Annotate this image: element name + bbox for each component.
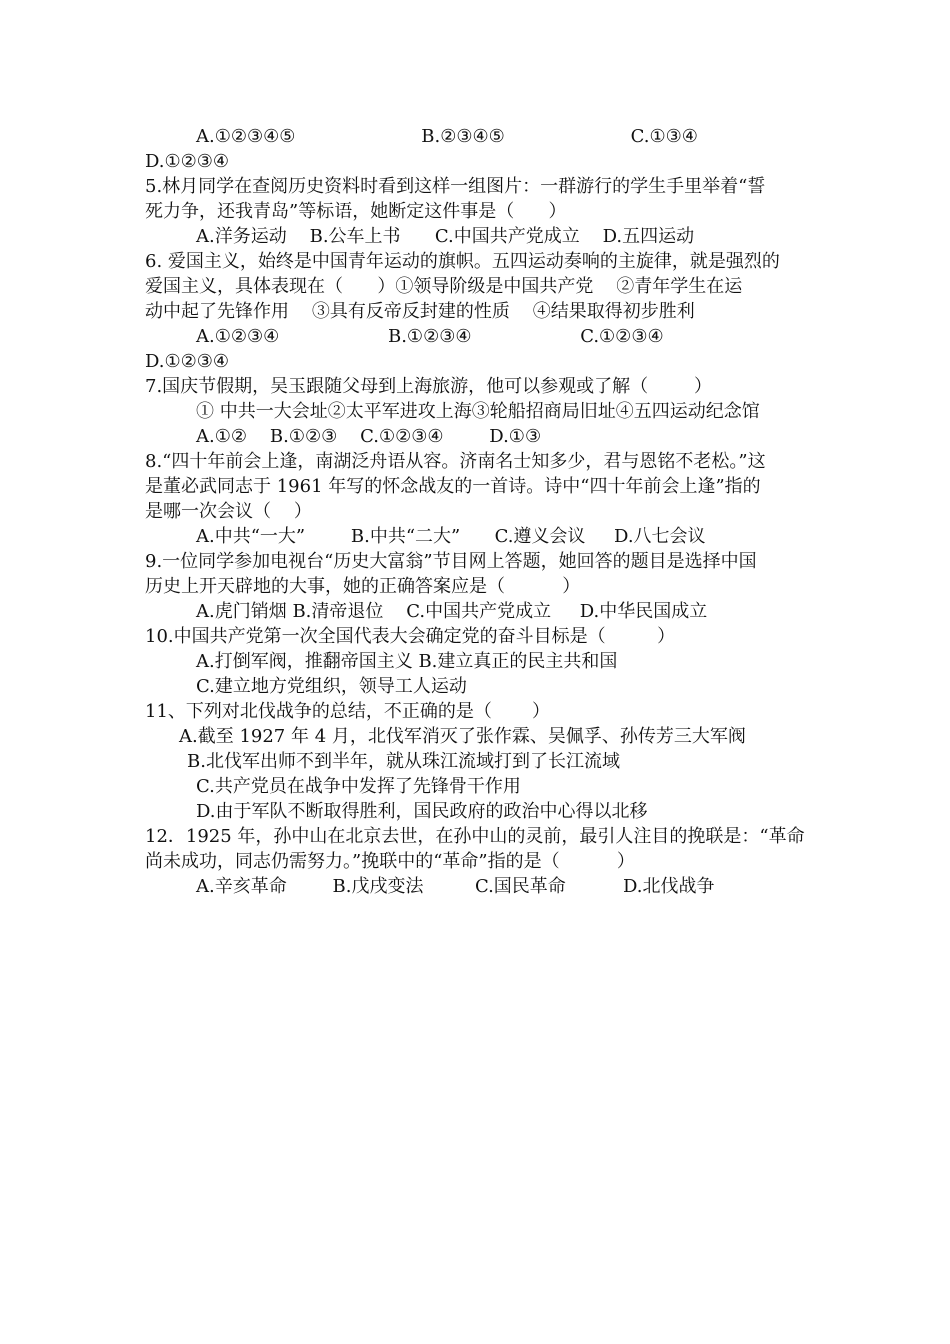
q8-options: A.中共“一大” B.中共“二大” C.遵义会议 D.八七会议 bbox=[196, 526, 706, 547]
q8-stem-line3: 是哪一次会议（ ） bbox=[145, 501, 312, 522]
q4-options-abc: A.①②③④⑤ B.②③④⑤ C.①③④ bbox=[196, 126, 698, 147]
q7-options: A.①② B.①②③ C.①②③④ D.①③ bbox=[196, 426, 542, 447]
q12-options: A.辛亥革命 B.戊戌变法 C.国民革命 D.北伐战争 bbox=[196, 876, 715, 897]
q10-option-c: C.建立地方党组织，领导工人运动 bbox=[196, 676, 467, 697]
q8-stem-line2: 是董必武同志于 1961 年写的怀念战友的一首诗。诗中“四十年前会上逢”指的 bbox=[145, 476, 761, 497]
q10-stem: 10.中国共产党第一次全国代表大会确定党的奋斗目标是（ ） bbox=[145, 626, 676, 647]
q11-option-b: B.北伐军出师不到半年，就从珠江流域打到了长江流域 bbox=[187, 751, 620, 772]
q9-options: A.虎门销烟 B.清帝退位 C.中国共产党成立 D.中华民国成立 bbox=[196, 601, 708, 622]
q5-stem-line1: 5.林月同学在查阅历史资料时看到这样一组图片：一群游行的学生手里举着“誓 bbox=[145, 176, 766, 197]
q5-stem-line2: 死力争，还我青岛”等标语，她断定这件事是（ ） bbox=[145, 201, 567, 222]
q6-stem-line1: 6. 爱国主义，始终是中国青年运动的旗帜。五四运动奏响的主旋律，就是强烈的 bbox=[145, 251, 780, 272]
q9-stem-line2: 历史上开天辟地的大事，她的正确答案应是（ ） bbox=[145, 576, 581, 597]
q11-option-a: A.截至 1927 年 4 月，北伐军消灭了张作霖、吴佩孚、孙传芳三大军阀 bbox=[179, 726, 746, 747]
q9-stem-line1: 9.一位同学参加电视台“历史大富翁”节目网上答题，她回答的题目是选择中国 bbox=[145, 551, 757, 572]
q6-option-d: D.①②③④ bbox=[145, 351, 230, 372]
q8-stem-line1: 8.“四十年前会上逢，南湖泛舟语从容。济南名士知多少，君与恩铭不老松。”这 bbox=[145, 451, 766, 472]
q11-option-c: C.共产党员在战争中发挥了先锋骨干作用 bbox=[196, 776, 521, 797]
q7-stem: 7.国庆节假期，吴玉跟随父母到上海旅游，他可以参观或了解（ ） bbox=[145, 376, 712, 397]
q11-option-d: D.由于军队不断取得胜利，国民政府的政治中心得以北移 bbox=[196, 801, 648, 822]
q7-items: ① 中共一大会址②太平军进攻上海③轮船招商局旧址④五四运动纪念馆 bbox=[196, 401, 760, 422]
q4-option-d: D.①②③④ bbox=[145, 151, 230, 172]
q5-options: A.洋务运动 B.公车上书 C.中国共产党成立 D.五四运动 bbox=[196, 226, 695, 247]
q6-stem-line2: 爱国主义，具体表现在（ ）①领导阶级是中国共产党 ②青年学生在运 bbox=[145, 276, 743, 297]
q10-options-ab: A.打倒军阀，推翻帝国主义 B.建立真正的民主共和国 bbox=[196, 651, 618, 672]
q11-stem: 11、下列对北伐战争的总结，不正确的是（ ） bbox=[145, 701, 550, 722]
q12-stem-line2: 尚未成功，同志仍需努力。”挽联中的“革命”指的是（ ） bbox=[145, 851, 635, 872]
q12-stem-line1: 12．1925 年，孙中山在北京去世，在孙中山的灵前，最引人注目的挽联是：“革命 bbox=[145, 826, 805, 847]
q6-options-abc: A.①②③④ B.①②③④ C.①②③④ bbox=[196, 326, 664, 347]
q6-stem-line3: 动中起了先锋作用 ③具有反帝反封建的性质 ④结果取得初步胜利 bbox=[145, 301, 695, 322]
